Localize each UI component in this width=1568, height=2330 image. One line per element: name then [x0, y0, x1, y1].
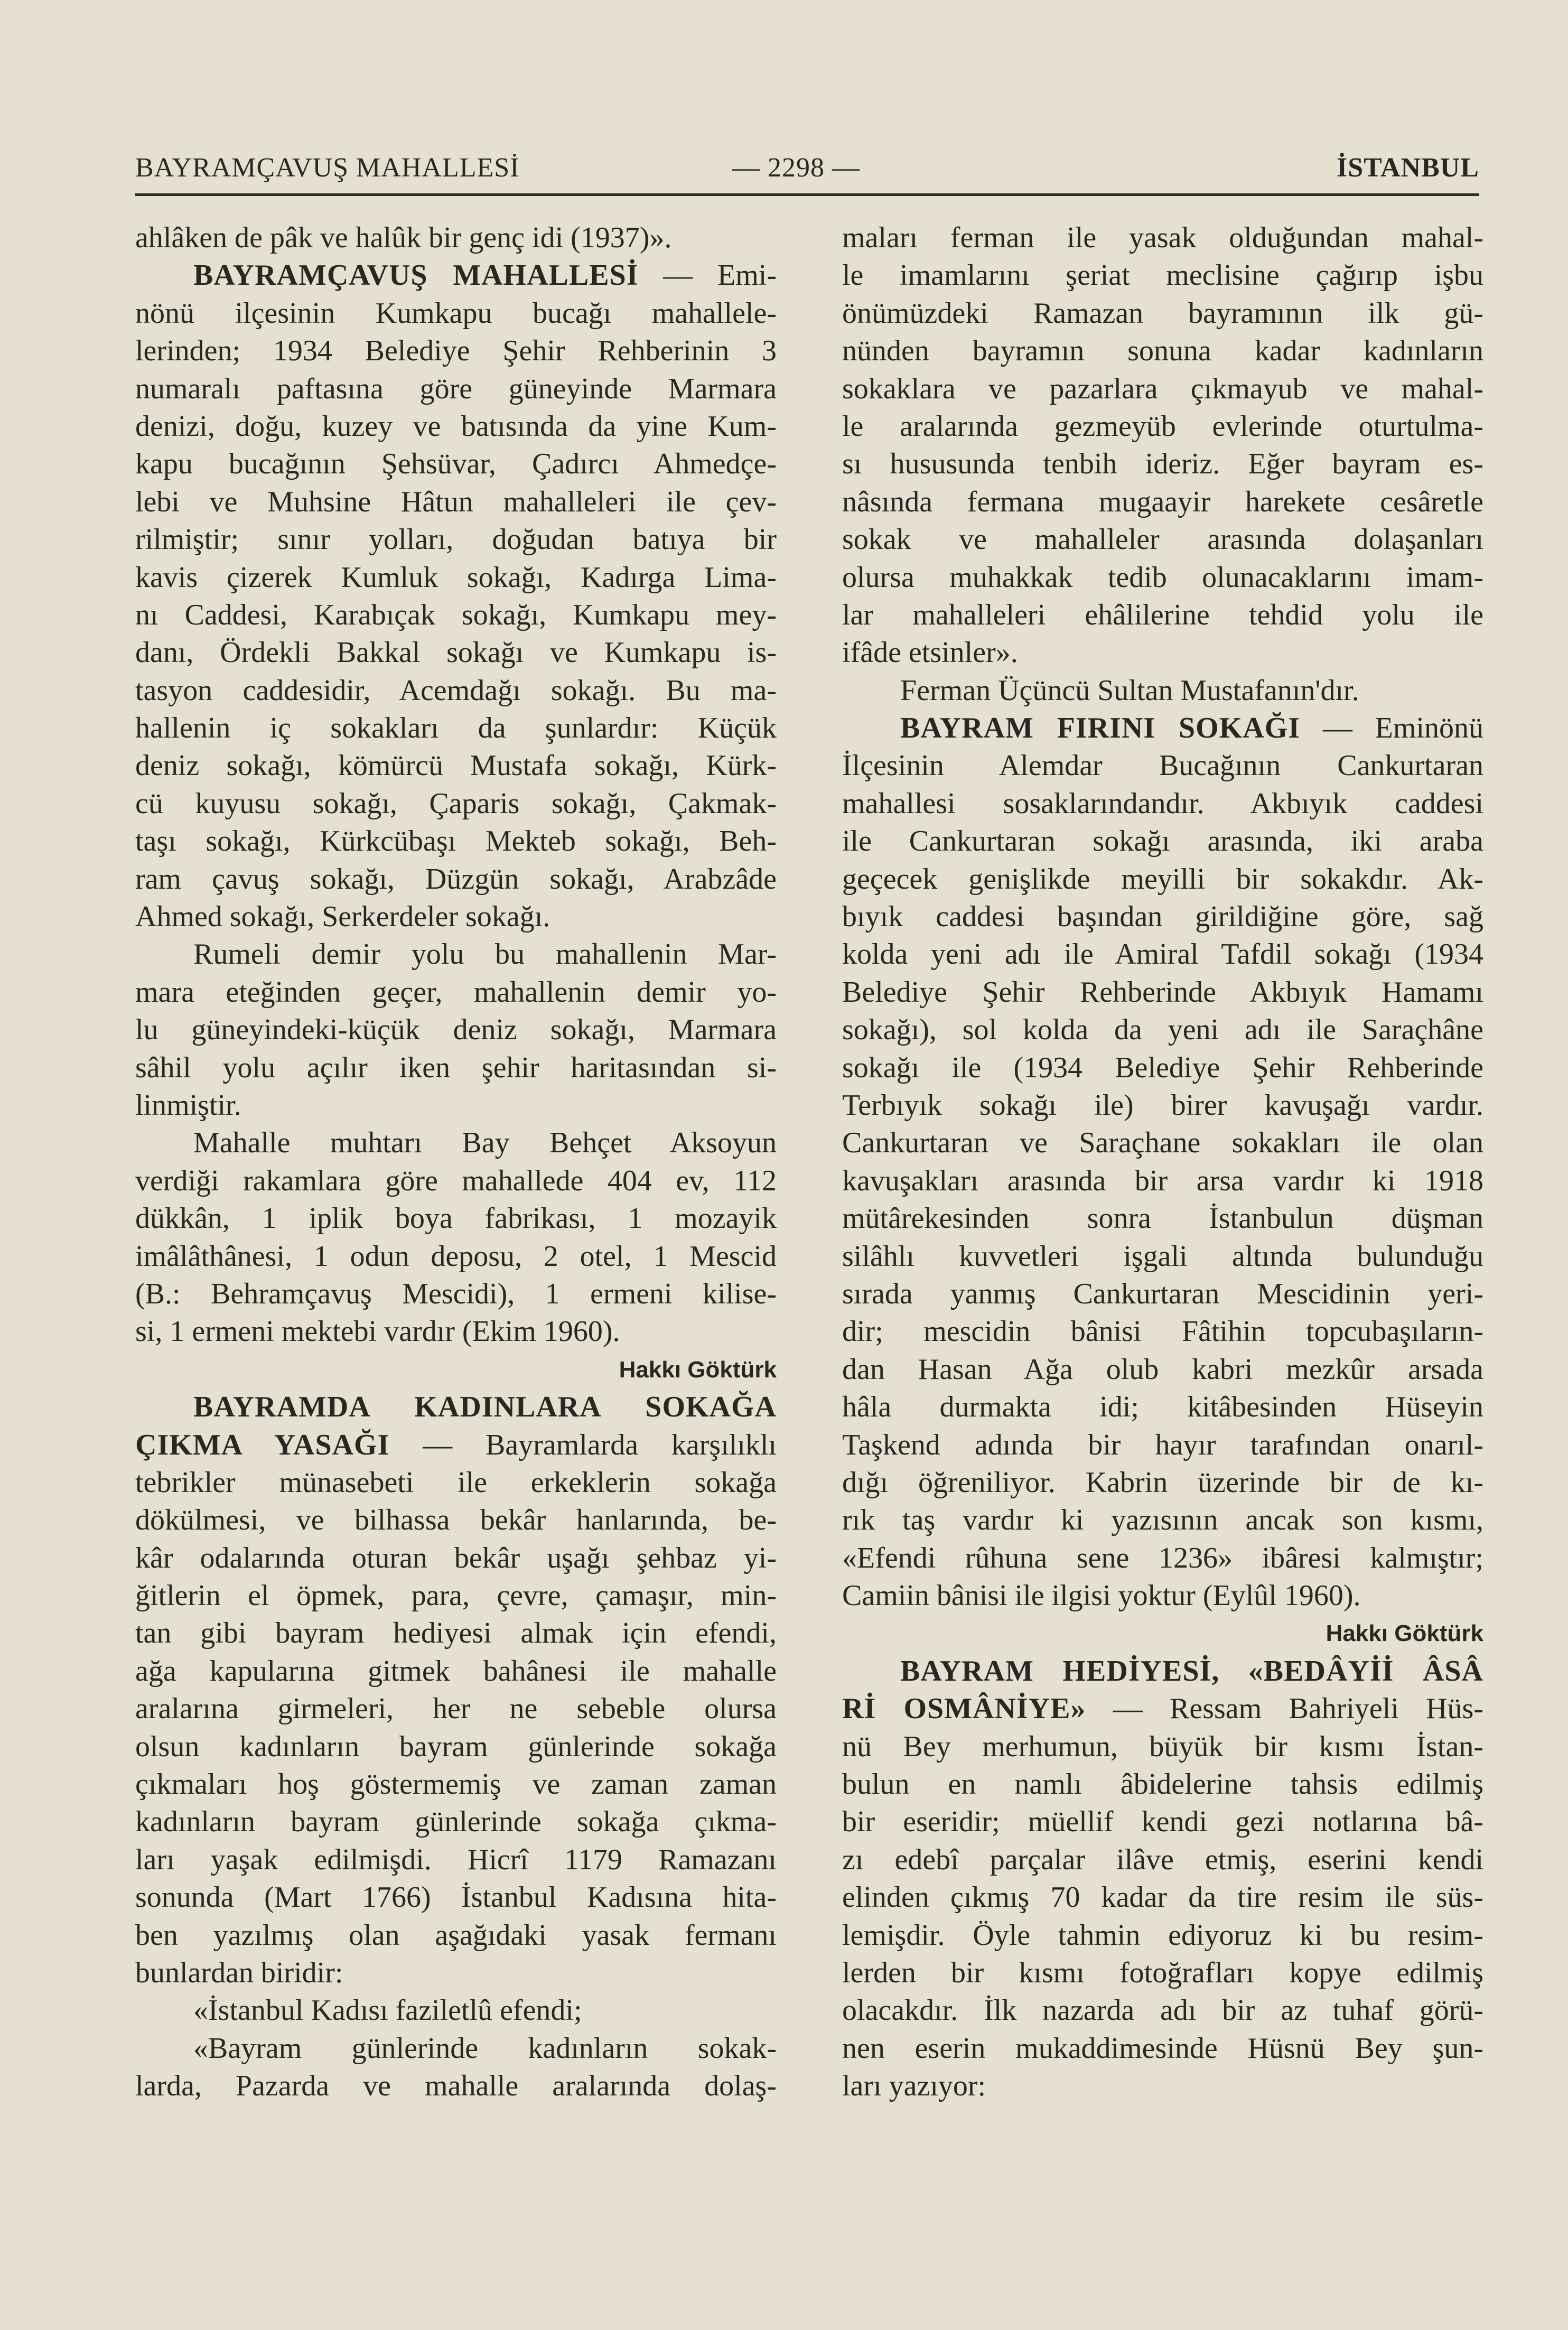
entry-line: kavis çizerek Kumluk sokağı, Kadırga Lima-: [135, 561, 777, 594]
entry-line: Taşkend adında bir hayır tarafından onarıl-: [842, 1428, 1483, 1461]
paragraph-line: lu güneyindeki-küçük deniz sokağı, Marmara: [135, 1013, 777, 1047]
entry-line: lerinden; 1934 Belediye Şehir Rehberinin 3: [135, 334, 777, 368]
entry-bayram-hediyesi-line2: [842, 1690, 1483, 1728]
quote-line: olursa muhakkak tedib olunacaklarını imam-: [842, 561, 1483, 594]
quote-line: sokak ve mahalleler arasında dolaşanları: [842, 523, 1483, 556]
quote-line: larda, Pazarda ve mahalle aralarında dolaş-: [135, 2070, 777, 2103]
entry-line: mütârekesinden sonra İstanbulun düşman: [842, 1202, 1483, 1235]
header-rule: [135, 193, 1479, 196]
entry-bayramcavus: [135, 257, 777, 294]
entry-line: Belediye Şehir Rehberinde Akbıyık Hamamı: [842, 975, 1483, 1009]
running-header: [135, 152, 1479, 194]
paragraph-line: linmiştir.: [135, 1088, 241, 1122]
paragraph-line: sâhil yolu açılır iken şehir haritasından si-: [135, 1051, 777, 1084]
entry-line: deniz sokağı, kömürcü Mustafa sokağı, Kürk-: [135, 749, 777, 782]
quote-line: «Bayram günlerinde kadınların sokak-: [193, 2031, 777, 2065]
quote-line: le imamlarını şeriat meclisine çağırıp işbu: [842, 259, 1483, 292]
paragraph-line: dükkân, 1 iplik boya fabrikası, 1 mozayik: [135, 1202, 777, 1235]
entry-line: dığı öğreniliyor. Kabrin üzerinde bir de kı-: [842, 1466, 1483, 1499]
entry-line: ları yaşak edilmişdi. Hicrî 1179 Ramazanı: [135, 1843, 777, 1876]
entry-line: tan gibi bayram hediyesi almak için efendi,: [135, 1617, 777, 1650]
entry-line: nönü ilçesinin Kumkapu bucağı mahallele-: [135, 296, 777, 330]
entry-line: tebrikler münasebeti ile erkeklerin sokağa: [135, 1466, 777, 1499]
entry-line: kâr odalarında oturan bekâr uşağı şehbaz yi-: [135, 1541, 777, 1574]
entry-kadinlara-yasak-line2: [135, 1427, 777, 1464]
quote-line: ifâde etsinler».: [842, 636, 1018, 669]
entry-line: elinden çıkmış 70 kadar da tire resim ile süs-: [842, 1881, 1483, 1914]
entry-heading-continuation: Rİ OSMÂNİYE»: [842, 1692, 1086, 1726]
header-section-title: BAYRAMÇAVUŞ MAHALLESİ: [135, 153, 520, 183]
paragraph-line: (B.: Behramçavuş Mescidi), 1 ermeni kilise-: [135, 1277, 777, 1310]
entry-line: lebi ve Muhsine Hâtun mahalleleri ile çev-: [135, 485, 777, 518]
entry-line: ram çavuş sokağı, Düzgün sokağı, Arabzâde: [135, 862, 777, 896]
quote-line: sı hususunda tenbih ideriz. Eğer bayram es-: [842, 448, 1483, 481]
entry-line: dan Hasan Ağa olub kabri mezkûr arsada: [842, 1353, 1483, 1386]
entry-line: cü kuyusu sokağı, Çaparis sokağı, Çakmak-: [135, 787, 777, 820]
entry-line: zı edebî parçalar ilâve etmiş, eserini kendi: [842, 1843, 1483, 1876]
entry-line: bir eseridir; müellif kendi gezi notlarına bâ-: [842, 1805, 1483, 1839]
entry-line: dökülmesi, ve bilhassa bekâr hanlarında, be-: [135, 1504, 777, 1537]
paragraph-line: Rumeli demir yolu bu mahallenin Mar-: [193, 938, 777, 971]
entry-bayram-firini: [842, 710, 1483, 747]
entry-line: olacakdır. İlk nazarda adı bir az tuhaf görü-: [842, 1994, 1483, 2027]
entry-text: — Ressam Bahriyeli Hüs-: [1113, 1692, 1483, 1726]
entry-line: bıyık caddesi başından girildiğine göre, sağ: [842, 900, 1483, 934]
author-signature: Hakkı Göktürk: [1326, 1620, 1483, 1647]
quote-line: le aralarında gezmeyüb evlerinde oturtulma-: [842, 409, 1483, 443]
quote-line: maları ferman ile yasak olduğundan mahal-: [842, 221, 1483, 254]
left-column: [135, 219, 777, 2105]
author-signature: Hakkı Göktürk: [619, 1356, 777, 1383]
entry-line: çıkmaları hoş göstermemiş ve zaman zaman: [135, 1768, 777, 1801]
entry-line: sırada yanmış Cankurtaran Mescidinin yeri-: [842, 1277, 1483, 1310]
entry-line: lemişdir. Öyle tahmin ediyoruz ki bu resim-: [842, 1918, 1483, 1952]
entry-bayramcavus-heading: BAYRAMÇAVUŞ MAHALLESİ: [193, 259, 639, 292]
paragraph-line: imâlâthânesi, 1 odun deposu, 2 otel, 1 Mescid: [135, 1239, 777, 1273]
entry-line: bunlardan biridir:: [135, 1956, 343, 1989]
entry-line: Cankurtaran ve Saraçhane sokakları ile olan: [842, 1126, 1483, 1160]
quote-line: nünden bayramın sonuna kadar kadınların: [842, 334, 1483, 368]
entry-bayramcavus-text: — Emi-: [663, 259, 777, 292]
entry-kadinlara-yasak-heading: BAYRAMDA KADINLARA SOKAĞA: [193, 1391, 777, 1424]
entry-line: ben yazılmış olan aşağıdaki yasak fermanı: [135, 1918, 777, 1952]
entry-line: mahallesi sosaklarındandır. Akbıyık caddesi: [842, 787, 1483, 820]
ferman-attribution: Ferman Üçüncü Sultan Mustafanın'dır.: [900, 674, 1359, 707]
entry-line: sonunda (Mart 1766) İstanbul Kadısına hita-: [135, 1881, 777, 1914]
entry-line: ağa kapularına gitmek bahânesi ile mahalle: [135, 1654, 777, 1688]
entry-line: «Efendi rûhuna sene 1236» ibâresi kalmıştır;: [842, 1541, 1483, 1574]
entry-line: lerden bir kısmı fotoğrafları kopye edilmiş: [842, 1956, 1483, 1989]
quote-line: nâsında fermana mugaayir harekete cesâretle: [842, 485, 1483, 518]
paragraph-line: Mahalle muhtarı Bay Behçet Aksoyun: [193, 1126, 777, 1160]
entry-line: Camiin bânisi ile ilgisi yoktur (Eylûl 1960).: [842, 1579, 1361, 1613]
right-column: [842, 219, 1483, 2105]
entry-line: nen eserin mukaddimesinde Hüsnü Bey şun-: [842, 2031, 1483, 2065]
entry-line: rık taş vardır ki yazısının ancak son kısmı,: [842, 1504, 1483, 1537]
entry-line: kolda yeni adı ile Amiral Tafdil sokağı (1934: [842, 938, 1483, 971]
entry-line: dir; mescidin bânisi Fâtihin topcubaşıların-: [842, 1315, 1483, 1348]
entry-line: silâhlı kuvvetleri işgali altında bulunduğu: [842, 1239, 1483, 1273]
entry-line: rilmiştir; sınır yolları, doğudan batıya bir: [135, 523, 777, 556]
entry-bayram-firini-heading: BAYRAM FIRINI SOKAĞI: [900, 712, 1301, 745]
paragraph-line: verdiği rakamlara göre mahallede 404 ev, 112: [135, 1164, 777, 1197]
paragraph-line: ahlâken de pâk ve halûk bir genç idi (1937)».: [135, 221, 672, 254]
entry-line: aralarına girmeleri, her ne sebeble olursa: [135, 1692, 777, 1726]
entry-bayram-hediyesi: [842, 1653, 1483, 1690]
entry-line: sokağı ile (1934 Belediye Şehir Rehberinde: [842, 1051, 1483, 1084]
quote-line: sokaklara ve pazarlara çıkmayub ve mahal-: [842, 372, 1483, 405]
entry-line: hâla durmakta idi; kitâbesinden Hüseyin: [842, 1391, 1483, 1424]
paragraph-line: mara eteğinden geçer, mahallenin demir yo-: [135, 975, 777, 1009]
entry-line: Terbıyık sokağı ile) birer kavuşağı vardır.: [842, 1088, 1483, 1122]
entry-line: kavuşakları arasında bir arsa vardır ki 1918: [842, 1164, 1483, 1197]
entry-line: sokağı), sol kolda da yeni adı ile Saraçhâne: [842, 1013, 1483, 1047]
entry-line: nü Bey merhumun, büyük bir kısmı İstan-: [842, 1730, 1483, 1763]
entry-line: kadınların bayram günlerinde sokağa çıkma-: [135, 1805, 777, 1839]
entry-line: bulun en namlı âbidelerine tahsis edilmiş: [842, 1768, 1483, 1801]
entry-line: hallenin iç sokakları da şunlardır: Küçük: [135, 712, 777, 745]
entry-bayram-hediyesi-heading: BAYRAM HEDİYESİ, «BEDÂYİİ ÂSÂ: [900, 1654, 1483, 1688]
quote-line: önümüzdeki Ramazan bayramının ilk gü-: [842, 296, 1483, 330]
quote-line: lar mahalleleri ehâlilerine tehdid yolu ile: [842, 598, 1483, 631]
entry-line: Ahmed sokağı, Serkerdeler sokağı.: [135, 900, 550, 934]
entry-line: geçecek genişlikde meyilli bir sokakdır. Ak-: [842, 862, 1483, 896]
entry-line: tasyon caddesidir, Acemdağı sokağı. Bu ma-: [135, 674, 777, 707]
entry-line: olsun kadınların bayram günlerinde sokağa: [135, 1730, 777, 1763]
entry-text: — Bayramlarda karşılıklı: [423, 1428, 777, 1461]
entry-bayram-firini-text: — Eminönü: [1322, 712, 1483, 745]
entry-line: taşı sokağı, Kürkcübaşı Mekteb sokağı, Beh-: [135, 825, 777, 858]
entry-kadinlara-yasak: [135, 1388, 777, 1426]
entry-line: numaralı paftasına göre güneyinde Marmara: [135, 372, 777, 405]
entry-line: İlçesinin Alemdar Bucağının Cankurtaran: [842, 749, 1483, 782]
header-city: İSTANBUL: [1336, 153, 1479, 183]
quote-line: «İstanbul Kadısı faziletlû efendi;: [193, 1994, 582, 2027]
entry-line: ğitlerin el öpmek, para, çevre, çamaşır, min-: [135, 1579, 777, 1613]
entry-line: ile Cankurtaran sokağı arasında, iki araba: [842, 825, 1483, 858]
entry-heading-continuation: ÇIKMA YASAĞI: [135, 1428, 390, 1461]
entry-line: ları yazıyor:: [842, 2070, 986, 2103]
entry-line: nı Caddesi, Karabıçak sokağı, Kumkapu mey-: [135, 598, 777, 631]
entry-line: danı, Ördekli Bakkal sokağı ve Kumkapu is-: [135, 636, 777, 669]
page-number: — 2298 —: [732, 153, 860, 183]
paragraph-line: si, 1 ermeni mektebi vardır (Ekim 1960).: [135, 1315, 620, 1348]
entry-line: kapu bucağının Şehsüvar, Çadırcı Ahmedçe-: [135, 448, 777, 481]
entry-line: denizi, doğu, kuzey ve batısında da yine Kum-: [135, 409, 777, 443]
